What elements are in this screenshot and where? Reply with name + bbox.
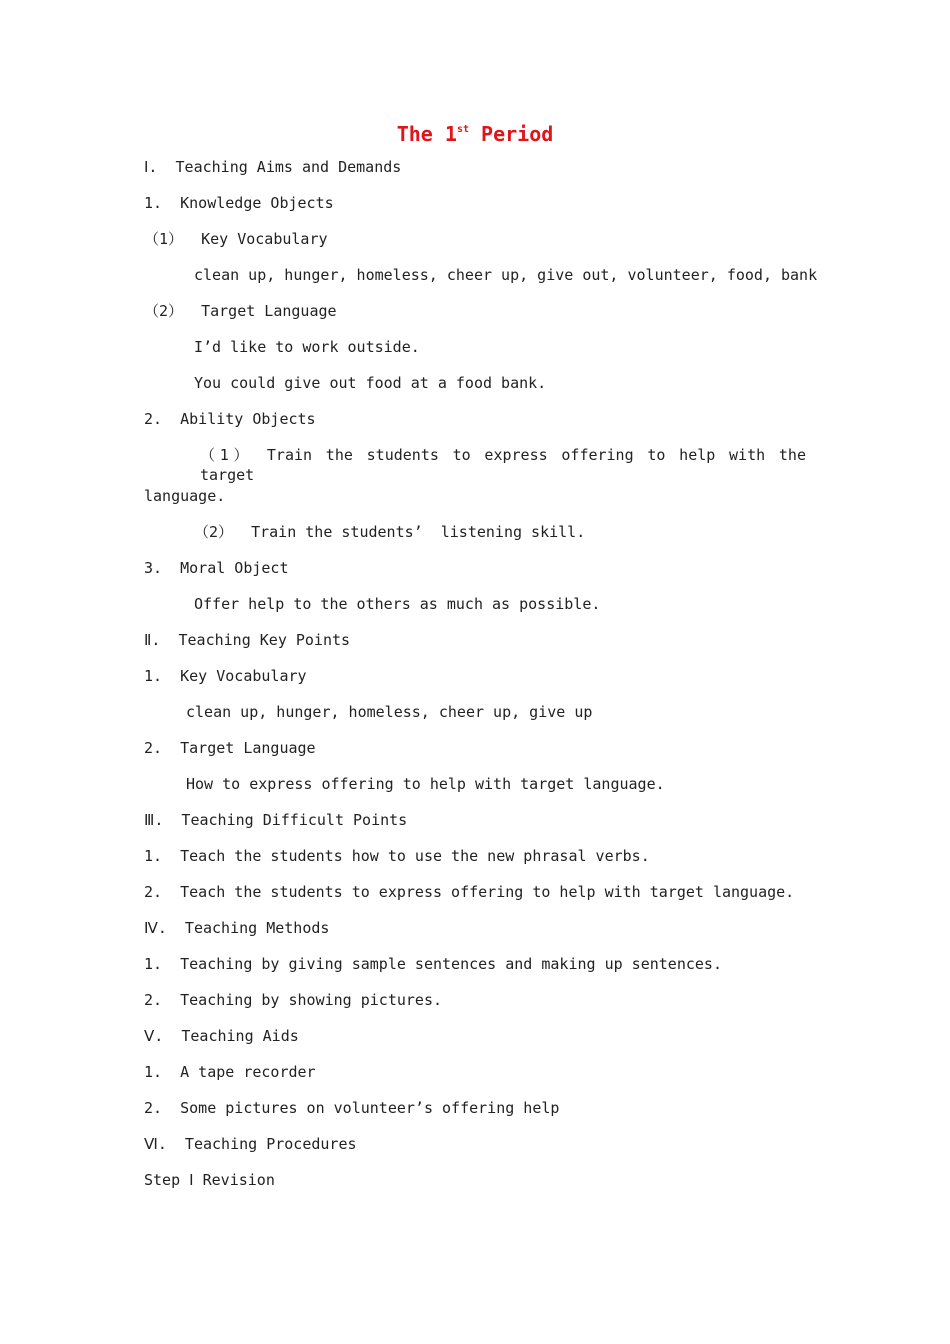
title-rest: Period bbox=[468, 122, 554, 146]
title-main: The 1 bbox=[396, 122, 457, 146]
text-line: Offer help to the others as much as possible. bbox=[194, 595, 601, 613]
document-title bbox=[0, 122, 950, 146]
list-item: 2. Teach the students to express offering to help with target language. bbox=[144, 883, 795, 901]
list-item: 2. Some pictures on volunteer’s offering help bbox=[144, 1099, 560, 1117]
text-line: clean up, hunger, homeless, cheer up, give up bbox=[186, 703, 593, 721]
subsection-heading: 1. Key Vocabulary bbox=[144, 667, 307, 685]
section-heading: Ⅴ. Teaching Aids bbox=[144, 1027, 299, 1045]
sub-item-heading: （1） Key Vocabulary bbox=[144, 230, 328, 248]
section-heading: Ⅱ. Teaching Key Points bbox=[144, 631, 351, 649]
subsection-heading: 1. Knowledge Objects bbox=[144, 194, 334, 212]
section-heading: Ⅳ. Teaching Methods bbox=[144, 919, 330, 937]
title-superscript: st bbox=[456, 124, 469, 135]
text-line: I’d like to work outside. bbox=[194, 338, 420, 356]
list-item: 1. A tape recorder bbox=[144, 1063, 316, 1081]
text-line: （1） Train the students to express offering to help with the target bbox=[200, 446, 806, 484]
step-heading: Step Ⅰ Revision bbox=[144, 1171, 275, 1189]
subsection-heading: 2. Ability Objects bbox=[144, 410, 316, 428]
sub-item-heading: （2） Target Language bbox=[144, 302, 337, 320]
text-line: clean up, hunger, homeless, cheer up, give out, volunteer, food, bank bbox=[194, 266, 818, 284]
text-line: language. bbox=[144, 487, 226, 505]
list-item: 2. Teaching by showing pictures. bbox=[144, 991, 443, 1009]
list-item: 1. Teaching by giving sample sentences and making up sentences. bbox=[144, 955, 722, 973]
subsection-heading: 2. Target Language bbox=[144, 739, 316, 757]
section-heading: Ⅰ. Teaching Aims and Demands bbox=[144, 158, 402, 176]
text-line: （2） Train the students’ listening skill. bbox=[194, 523, 586, 541]
subsection-heading: 3. Moral Object bbox=[144, 559, 289, 577]
section-heading: Ⅲ. Teaching Difficult Points bbox=[144, 811, 408, 829]
section-heading: Ⅵ. Teaching Procedures bbox=[144, 1135, 357, 1153]
text-line: You could give out food at a food bank. bbox=[194, 374, 547, 392]
list-item: 1. Teach the students how to use the new phrasal verbs. bbox=[144, 847, 650, 865]
text-line: How to express offering to help with target language. bbox=[186, 775, 665, 793]
